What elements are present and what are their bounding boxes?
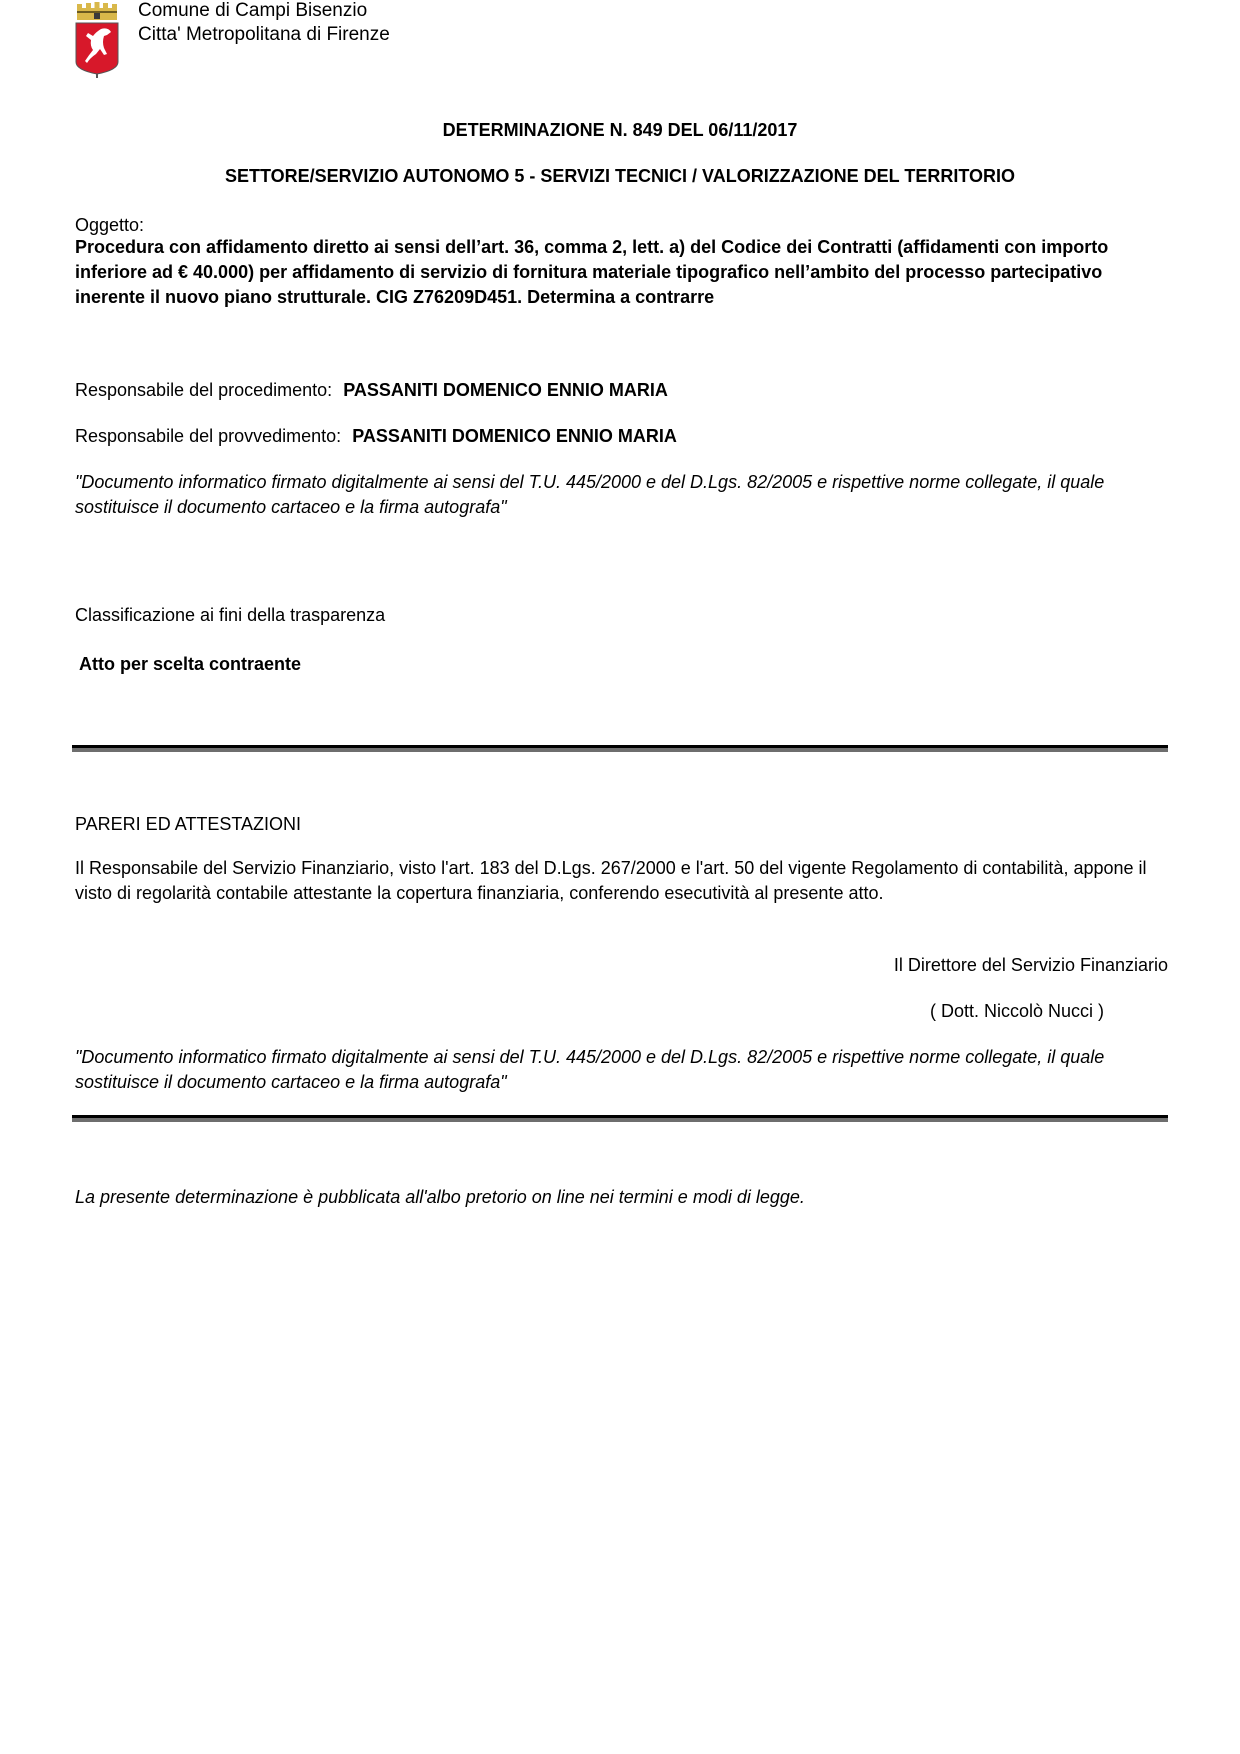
organization-name: Comune di Campi Bisenzio xyxy=(138,0,368,21)
digital-signature-note: "Documento informatico firmato digitalmente ai sensi del T.U. 445/2000 e del D.Lgs. 82/2005 e rispettive norme collegate, il quale sostituisce il documento cartaceo e la firma autografa" xyxy=(75,472,1105,517)
director-title: Il Direttore del Servizio Finanziario xyxy=(893,955,1168,975)
pareri-signature-note: "Documento informatico firmato digitalmente ai sensi del T.U. 445/2000 e del D.Lgs. 82/2005 e rispettive norme collegate, il quale sostituisce il documento cartaceo e la firma autografa" xyxy=(75,1047,1105,1092)
pareri-text: Il Responsabile del Servizio Finanziario, visto l'art. 183 del D.Lgs. 267/2000 e l'art. 50 del vigente Regolamento di contabilità, appone il visto di regolarità contabile attestante la copertura finanziaria, conferendo esecutività al presente atto. xyxy=(75,858,1147,903)
section-divider xyxy=(72,745,1168,752)
classification-label: Classificazione ai fini della trasparenza xyxy=(75,605,386,625)
oggetto-label: Oggetto: xyxy=(75,215,145,235)
document-title: DETERMINAZIONE N. 849 DEL 06/11/2017 xyxy=(442,120,798,140)
responsabile-provvedimento xyxy=(75,424,1175,449)
classification-value: Atto per scelta contraente xyxy=(79,654,302,674)
coat-of-arms-icon xyxy=(74,2,120,78)
section-divider xyxy=(72,1115,1168,1122)
responsabile-provvedimento-name: PASSANITI DOMENICO ENNIO MARIA xyxy=(352,426,677,446)
responsabile-provvedimento-label: Responsabile del provvedimento: xyxy=(75,426,342,446)
director-name: ( Dott. Niccolò Nucci ) xyxy=(929,1001,1104,1021)
sector-title: SETTORE/SERVIZIO AUTONOMO 5 - SERVIZI TECNICI / VALORIZZAZIONE DEL TERRITORIO xyxy=(224,166,1016,186)
responsabile-procedimento-label: Responsabile del procedimento: xyxy=(75,380,333,400)
oggetto-text: Procedura con affidamento diretto ai sensi dell’art. 36, comma 2, lett. a) del Codice dei Contratti (affidamenti con importo inferiore ad € 40.000) per affidamento di servizio di fornitura materiale tipografico nell’ambito del processo partecipativo inerente il nuovo piano strutturale. CIG Z76209D451. Determina a contrarre xyxy=(75,237,1109,307)
responsabile-procedimento-name: PASSANITI DOMENICO ENNIO MARIA xyxy=(343,380,668,400)
publication-note: La presente determinazione è pubblicata all'albo pretorio on line nei termini e modi di legge. xyxy=(75,1187,805,1207)
organization-subtitle: Citta' Metropolitana di Firenze xyxy=(138,24,390,45)
responsabile-procedimento xyxy=(75,378,1175,403)
pareri-heading: PARERI ED ATTESTAZIONI xyxy=(75,814,302,834)
